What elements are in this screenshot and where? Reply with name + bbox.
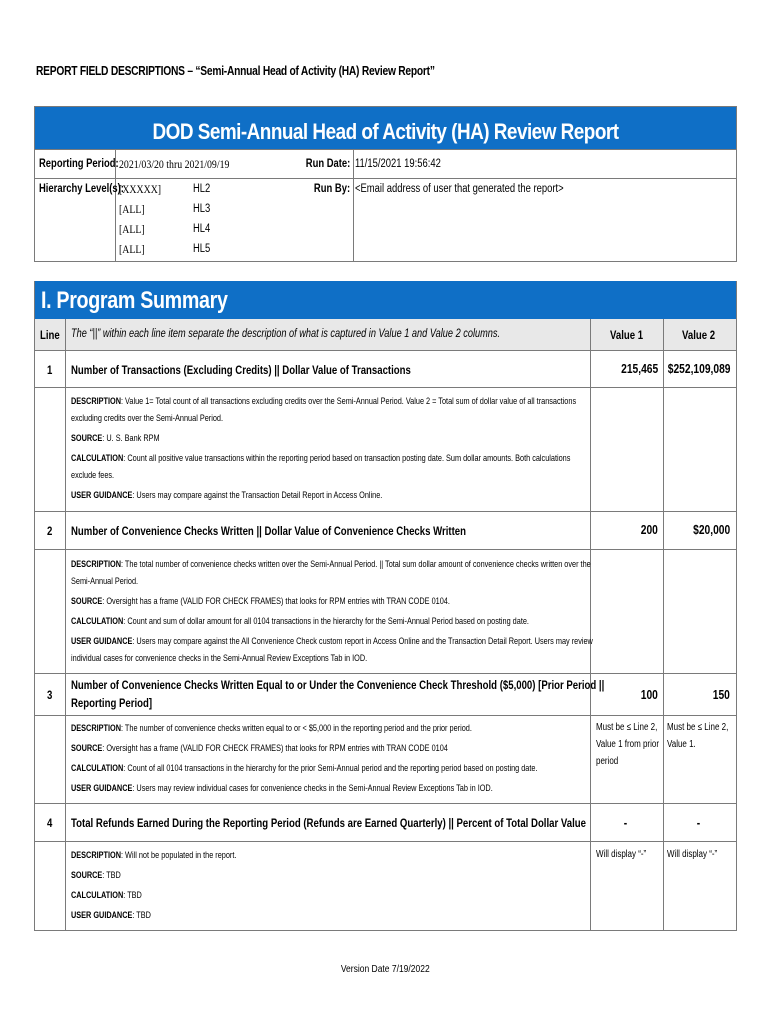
- hierarchy-value-3: [ALL]: [119, 222, 145, 236]
- text-segment: CALCULATION: [71, 452, 124, 463]
- guidance-text: [71, 632, 593, 650]
- value1: 200: [640, 523, 658, 537]
- source-text: [71, 429, 160, 447]
- line-number: 2: [47, 524, 53, 538]
- guidance-text: [71, 779, 493, 797]
- line-number: 1: [47, 363, 53, 377]
- line-title: Total Refunds Earned During the Reporting Period (Refunds are Earned Quarterly) || Percent of Total Dollar Value: [71, 816, 586, 830]
- value1-note-cont: period: [596, 756, 619, 767]
- run-date-label: Run Date:: [305, 158, 350, 170]
- value1: -: [623, 816, 627, 830]
- line-4-detail-row: [35, 841, 736, 930]
- guidance-text-cont: individual cases for convenience checks in the Semi-Annual Review Exceptions Tab in IOD.: [71, 652, 368, 663]
- source-text: [71, 866, 121, 884]
- text-segment: USER GUIDANCE: [71, 489, 133, 500]
- run-date-value: 11/15/2021 19:56:42: [355, 158, 441, 170]
- hierarchy-level-4: HL5: [193, 243, 211, 255]
- calculation-text: [71, 449, 570, 467]
- text-segment: SOURCE: [71, 432, 103, 443]
- reporting-period-value: 2021/03/20 thru 2021/09/19: [119, 157, 230, 171]
- text-segment: : Oversight has a frame (VALID FOR CHECK FRAMES) that looks for RPM entries with TRAN CODE 0104.: [102, 595, 450, 606]
- run-by-label: Run By:: [313, 183, 350, 195]
- value1-note: Will display “-”: [596, 849, 647, 860]
- text-segment: CALCULATION: [71, 615, 124, 626]
- line-title-cont: Reporting Period]: [71, 696, 153, 710]
- column-value1-header: Value 1: [610, 328, 644, 342]
- hierarchy-level-1: HL2: [193, 183, 211, 195]
- text-segment: : Users may compare against the Transaction Detail Report in Access Online.: [132, 489, 383, 500]
- text-segment: DESCRIPTION: [71, 395, 121, 406]
- source-text: [71, 739, 448, 757]
- value2: $252,109,089: [667, 362, 730, 376]
- text-segment: DESCRIPTION: [71, 558, 121, 569]
- value1: 215,465: [620, 362, 658, 376]
- calculation-text: [71, 612, 529, 630]
- text-segment: : U. S. Bank RPM: [102, 432, 160, 443]
- line-4-title-row: [35, 803, 736, 842]
- value2-note-cont: Value 1.: [667, 739, 696, 750]
- hierarchy-level-3: HL4: [193, 223, 211, 235]
- program-summary-band: [35, 281, 736, 319]
- description-text: [71, 392, 576, 410]
- text-segment: DESCRIPTION: [71, 722, 121, 733]
- reporting-period-row: [35, 149, 736, 179]
- guidance-text: [71, 906, 151, 924]
- value2: -: [696, 816, 700, 830]
- column-description-header: The “||” within each line item separate the description of what is captured in Value 1 and Value 2 columns.: [71, 328, 501, 340]
- description-text-cont: excluding credits over the Semi-Annual Period.: [71, 412, 224, 423]
- line-2-title-row: [35, 511, 736, 550]
- line-number: 3: [47, 688, 53, 702]
- hierarchy-value-4: [ALL]: [119, 242, 145, 256]
- report-title: DOD Semi-Annual Head of Activity (HA) Review Report: [152, 119, 619, 144]
- line-1-detail-row: [35, 387, 736, 512]
- program-summary-title: I. Program Summary: [41, 287, 228, 314]
- column-value2-header: Value 2: [682, 328, 716, 342]
- text-segment: DESCRIPTION: [71, 849, 121, 860]
- text-segment: SOURCE: [71, 595, 103, 606]
- text-segment: : Will not be populated in the report.: [120, 849, 237, 860]
- line-2-detail-row: [35, 549, 736, 674]
- text-segment: : Oversight has a frame (VALID FOR CHECK FRAMES) that looks for RPM entries with TRAN CODE 0104: [102, 742, 448, 753]
- value1-note-cont: Value 1 from prior: [596, 739, 659, 750]
- line-title: Number of Convenience Checks Written Equal to or Under the Convenience Check Threshold ($5,000) [Prior Period ||: [71, 678, 605, 692]
- hierarchy-label: Hierarchy Level(s):: [39, 183, 124, 195]
- line-3-detail-row: [35, 715, 736, 804]
- column-line-header: Line: [40, 328, 60, 342]
- text-segment: : Value 1= Total count of all transactions excluding credits over the Semi-Annual Period. Value 2 = Total sum of dollar value of all transactions: [120, 395, 577, 406]
- calculation-text-cont: exclude fees.: [71, 469, 115, 480]
- text-segment: : Count of all 0104 transactions in the hierarchy for the prior Semi-Annual period and the reporting period based on posting date.: [123, 762, 538, 773]
- text-segment: CALCULATION: [71, 762, 124, 773]
- calculation-text: [71, 886, 142, 904]
- text-segment: : Users may review individual cases for convenience checks in the Semi-Annual Review Exceptions Tab in IOD.: [132, 782, 493, 793]
- report-title-band: [35, 107, 736, 149]
- text-segment: : The number of convenience checks written equal to or < $5,000 in the reporting period and the prior period.: [120, 722, 472, 733]
- line-title: Number of Transactions (Excluding Credits) || Dollar Value of Transactions: [71, 363, 411, 377]
- report-header: [34, 106, 737, 262]
- guidance-text: [71, 486, 382, 504]
- text-segment: CALCULATION: [71, 889, 124, 900]
- text-segment: : TBD: [132, 909, 151, 920]
- version-footer: [0, 964, 770, 975]
- line-number: 4: [47, 816, 53, 830]
- text-segment: : The total number of convenience checks written over the Semi-Annual Period. || Total sum dollar amount of convenience checks written over the: [120, 558, 591, 569]
- program-summary-table: [34, 281, 737, 931]
- text-segment: : Count and sum of dollar amount for all 0104 transactions in the hierarchy for the Semi-Annual Period based on posting date.: [123, 615, 529, 626]
- text-segment: USER GUIDANCE: [71, 782, 133, 793]
- text-segment: USER GUIDANCE: [71, 635, 133, 646]
- value2-note: Will display “-”: [667, 849, 718, 860]
- description-text: [71, 719, 472, 737]
- source-text: [71, 592, 450, 610]
- description-text: [71, 555, 591, 573]
- value1-note: Must be ≤ Line 2,: [596, 722, 658, 733]
- text-segment: SOURCE: [71, 742, 103, 753]
- line-3-title-row: [35, 673, 736, 716]
- hierarchy-value-1: [XXXXX]: [119, 182, 162, 196]
- version-date: Version Date 7/19/2022: [340, 964, 430, 975]
- value1: 100: [640, 688, 658, 702]
- text-segment: SOURCE: [71, 869, 103, 880]
- text-segment: : Count all positive value transactions within the reporting period based on transaction posting date. Sum dollar amounts. Both calculations: [123, 452, 571, 463]
- column-header-row: [35, 319, 736, 351]
- description-text-cont: Semi-Annual Period.: [71, 575, 139, 586]
- text-segment: : Users may compare against the All Convenience Check custom report in Access Online and the Transaction Detail Report. Users may review: [132, 635, 593, 646]
- calculation-text: [71, 759, 538, 777]
- hierarchy-value-2: [ALL]: [119, 202, 145, 216]
- hierarchy-level-2: HL3: [193, 203, 211, 215]
- line-title: Number of Convenience Checks Written || Dollar Value of Convenience Checks Written: [71, 524, 466, 538]
- value2: $20,000: [692, 523, 730, 537]
- value2-note: Must be ≤ Line 2,: [667, 722, 729, 733]
- text-segment: : TBD: [123, 889, 142, 900]
- document-heading: REPORT FIELD DESCRIPTIONS – “Semi-Annual Head of Activity (HA) Review Report”: [36, 64, 435, 78]
- text-segment: : TBD: [102, 869, 121, 880]
- reporting-period-label: Reporting Period:: [39, 158, 119, 170]
- line-1-title-row: [35, 351, 736, 387]
- run-by-value: <Email address of user that generated the report>: [355, 183, 564, 195]
- text-segment: USER GUIDANCE: [71, 909, 133, 920]
- description-text: [71, 846, 236, 864]
- value2: 150: [712, 688, 730, 702]
